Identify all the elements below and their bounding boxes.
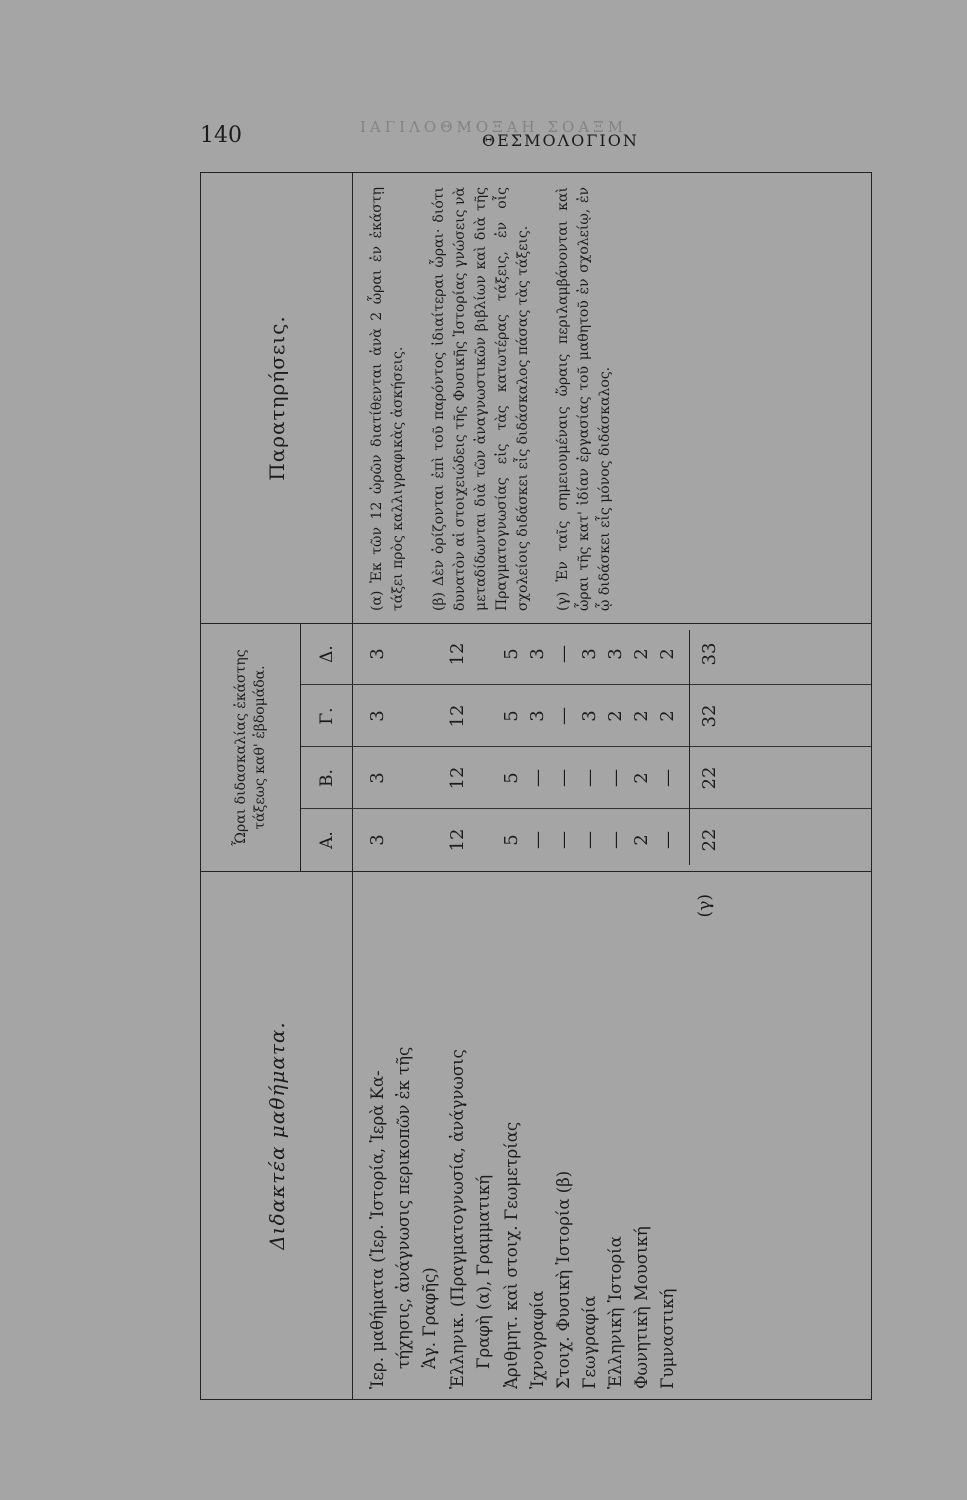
hours-value: 2 — [631, 648, 652, 660]
subjects-column — [201, 871, 871, 1399]
hours-value: 3 — [527, 710, 548, 722]
note-c: (γ) Ἐν ταῖς σημειουμέναις ὥραις περιλαμβάνονται καὶ ὧραι τῆς κατ' ἰδίαν ἐργασίας τοῦ μαθητοῦ ἐν σχολείῳ, ἐν ᾧ διδάσκει εἷς μόνος διδάσκαλος. — [555, 187, 613, 611]
total-value: 32 — [699, 704, 720, 728]
hours-value: — — [605, 831, 626, 849]
hours-value: 3 — [367, 648, 388, 660]
note-a: (α) Ἐκ τῶν 12 ὡρῶν διατίθενται ἀνὰ 2 ὧραι ἐν ἑκάστῃ τάξει πρὸς καλλιγραφικὰς ἀσκήσεις. — [369, 187, 406, 611]
hours-value: 2 — [631, 710, 652, 722]
hours-value: — — [579, 769, 600, 787]
hours-value: 5 — [501, 648, 522, 660]
hours-value: 3 — [367, 772, 388, 784]
subject-line: Ἑλληνικ. (Πραγματογνωσία, ἀνάγνωσις — [448, 1049, 467, 1389]
hours-value: 3 — [579, 710, 600, 722]
hours-value: — — [605, 769, 626, 787]
subject-line: Γεωγραφία — [580, 1295, 599, 1389]
hours-value: 12 — [447, 704, 468, 728]
subject-line: Στοιχ. Φυσικὴ Ἱστορία (β) — [554, 1170, 573, 1389]
hours-value: 12 — [447, 828, 468, 852]
subject-line: Ἑλληνικὴ Ἱστορία — [606, 1236, 625, 1389]
hours-value: 5 — [501, 772, 522, 784]
total-value: 33 — [699, 642, 720, 666]
hours-value: — — [553, 831, 574, 849]
hours-value: — — [527, 831, 548, 849]
hours-value: 2 — [631, 772, 652, 784]
grade-header-b: Β. — [301, 747, 353, 809]
hours-value: 2 — [631, 834, 652, 846]
notes-header: Παρατηρήσεις. — [201, 173, 353, 623]
subject-line: Ἁγ. Γραφῆς) — [420, 1267, 439, 1369]
note-b: (β) Δὲν ὁρίζονται ἐπὶ τοῦ παρόντος ἰδιαίτεραι ὧραι· διότι δυνατὸν αἱ στοιχειώδεις τῆς Φυσικῆς Ἱστορίας γνώσεις νὰ μεταδίδωνται διὰ τῶν ἀναγνωστικῶν βιβλίων καὶ διὰ τῆς Πραγματογνωσίας εἰς τὰς κατωτέρας τάξεις, ἐν οἷς σχολείοις διδάσκει εἷς διδάσκαλος πάσας τὰς τάξεις. — [431, 187, 531, 611]
subject-line: Ἱερ. μαθήματα (Ἱερ. Ἱστορία, Ἱερὰ Κα- — [368, 1070, 387, 1389]
hours-value: — — [657, 831, 678, 849]
hours-value: 3 — [605, 648, 626, 660]
subject-line: Γυμναστική — [658, 1288, 677, 1389]
running-head: ΘΕΣΜΟΛΟΓΙΟΝ — [482, 131, 639, 150]
hours-value: — — [553, 769, 574, 787]
hours-header: Ὧραι διδασκαλίας ἑκάστης τάξεως καθ' ἑβδομάδα. — [201, 624, 301, 871]
hours-column — [201, 623, 871, 871]
subject-line: Φωνητικὴ Μουσική — [632, 1226, 651, 1389]
subject-line: Ἰχνογραφία — [528, 1290, 547, 1389]
hours-value: — — [657, 769, 678, 787]
hours-value: 3 — [527, 648, 548, 660]
page-number: 140 — [200, 123, 242, 148]
hours-value: 2 — [657, 710, 678, 722]
total-value: 22 — [699, 828, 720, 852]
hours-value: 12 — [447, 642, 468, 666]
subject-line: Ἀριθμητ. καὶ στοιχ. Γεωμετρίας — [502, 1121, 521, 1389]
hours-value: 12 — [447, 766, 468, 790]
hours-value: — — [553, 707, 574, 725]
hours-value: 5 — [501, 710, 522, 722]
bleed-through-text: ΙΑΓΙΛΟΘΜΟΞΑΗ ΣΟΑΞΜ — [360, 118, 628, 136]
hours-value: — — [579, 831, 600, 849]
hours-value: 3 — [367, 710, 388, 722]
totals-rule — [689, 630, 690, 865]
grade-header-c: Γ. — [301, 685, 353, 747]
hours-value: — — [553, 645, 574, 663]
total-value: 22 — [699, 766, 720, 790]
grade-header-d: Δ. — [301, 623, 353, 685]
subject-line: τήχησις, ἀνάγνωσις περικοπῶν ἐκ τῆς — [394, 1046, 413, 1369]
hours-value: 2 — [605, 710, 626, 722]
notes-column — [201, 173, 871, 623]
hours-value: 2 — [657, 648, 678, 660]
subject-line: Γραφὴ (α), Γραμματική — [474, 1174, 493, 1369]
grade-header-a: Α. — [301, 809, 353, 871]
schedule-table — [200, 172, 872, 1400]
gamma-marker: (γ) — [695, 894, 715, 918]
hours-value: 5 — [501, 834, 522, 846]
hours-value: 3 — [579, 648, 600, 660]
hours-value: — — [527, 769, 548, 787]
hours-value: 3 — [367, 834, 388, 846]
subjects-header: Διδακτέα μαθήματα. — [201, 872, 353, 1399]
hours-body — [353, 624, 871, 871]
